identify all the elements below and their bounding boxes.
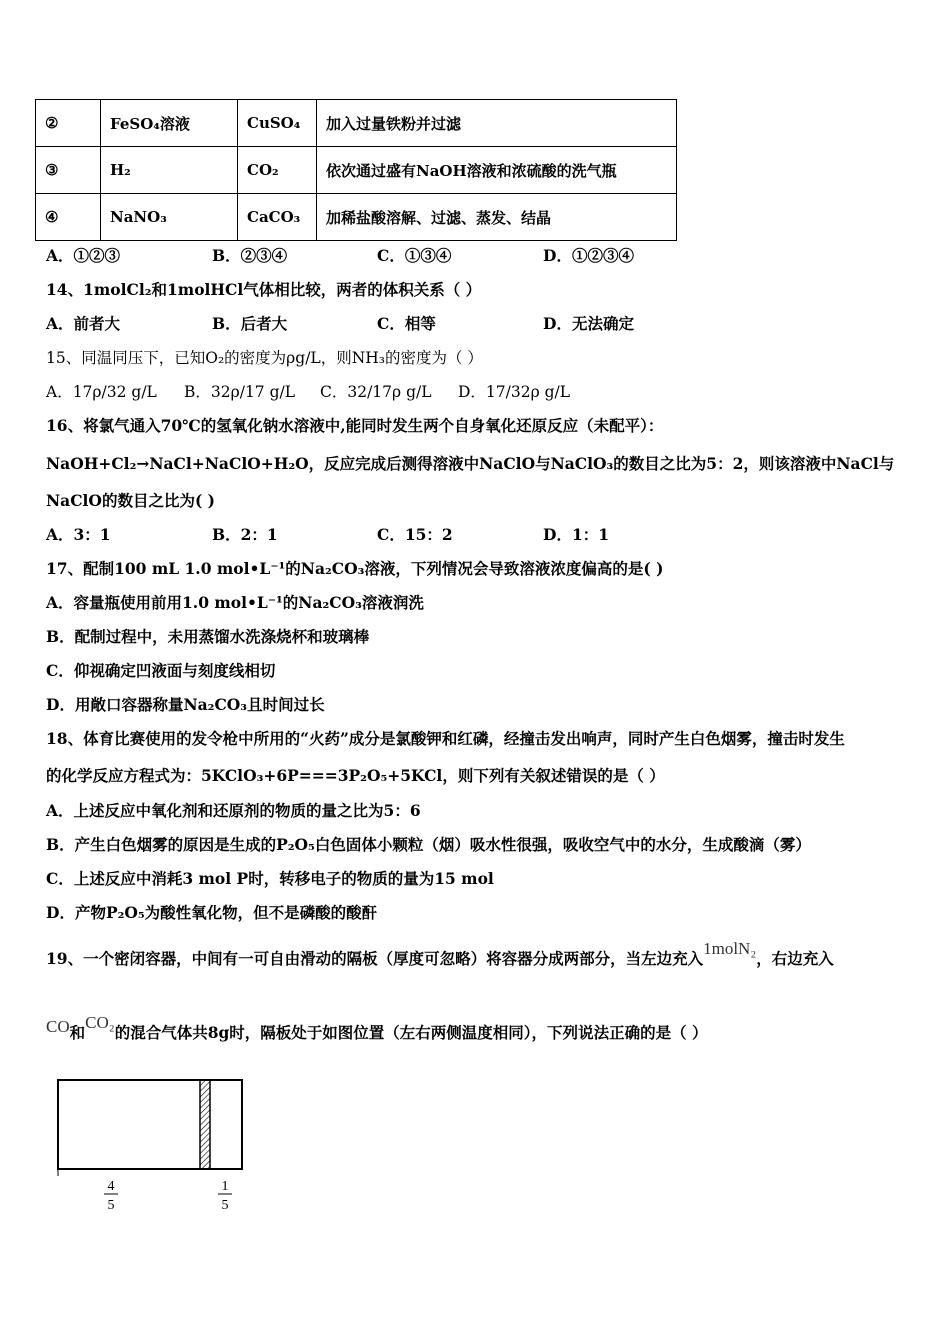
fraction-numerator: 4 <box>107 1179 115 1194</box>
fraction-numerator: 1 <box>221 1179 229 1194</box>
impurity-cell: CuSO₄ <box>238 100 317 147</box>
option-b: B．32ρ/17 g/L <box>184 383 296 401</box>
question-text-continued: ，右边充入 <box>756 949 834 968</box>
option-d: D．17/32ρ g/L <box>458 383 571 401</box>
option-c: C．相等 <box>377 314 436 333</box>
option-a: A．3：1 <box>46 525 111 544</box>
question-number: 15、 <box>46 349 82 367</box>
option-b: B．2：1 <box>212 525 278 544</box>
option-b: B．②③④ <box>212 246 288 265</box>
q18-stem-line2: 的化学反应方程式为：5KClO₃+6P===3P₂O₅+5KCl，则下列有关叙述错误的是（ ） <box>46 766 665 785</box>
impurity-cell: CaCO₃ <box>238 194 317 241</box>
q14-stem <box>46 280 481 300</box>
option-a: A．17ρ/32 g/L <box>46 383 157 401</box>
row-number: ② <box>36 100 101 147</box>
substance-cell: H₂ <box>101 147 238 194</box>
row-number: ④ <box>36 194 101 241</box>
option-a: A．①②③ <box>46 246 121 265</box>
table-row <box>36 194 677 241</box>
question-number: 16、 <box>46 416 84 435</box>
sliding-partition <box>200 1080 210 1169</box>
substance-cell: FeSO₄溶液 <box>101 100 238 147</box>
formula-co2: CO₂ <box>85 1013 115 1032</box>
q18-option-b: B．产生白色烟雾的原因是生成的P₂O₅白色固体小颗粒（烟）吸水性很强，吸收空气中的水分，生成酸滴（雾） <box>46 835 811 854</box>
q17-option-b: B．配制过程中，未用蒸馏水洗涤烧杯和玻璃棒 <box>46 627 370 646</box>
table-row <box>36 147 677 194</box>
impurity-cell: CO₂ <box>238 147 317 194</box>
row-number: ③ <box>36 147 101 194</box>
q18-stem-line1 <box>46 729 845 749</box>
q18-option-d: D．产物P₂O₅为酸性氧化物，但不是磷酸的酸酐 <box>46 903 378 922</box>
q17-stem <box>46 559 663 579</box>
q15-stem <box>46 348 483 368</box>
question-text: 配制100 mL 1.0 mol•L⁻¹的Na₂CO₃溶液，下列情况会导致溶液浓度偏高的是( ) <box>83 559 664 578</box>
formula-n2: 1molN₂ <box>703 939 757 958</box>
container-outline <box>58 1080 242 1169</box>
conjunction: 和 <box>69 1023 86 1042</box>
q16-stem-line1 <box>46 416 663 436</box>
purification-table <box>35 99 677 241</box>
question-text: 一个密闭容器，中间有一可自由滑动的隔板（厚度可忽略）将容器分成两部分，当左边充入 <box>83 949 704 968</box>
substance-cell: NaNO₃ <box>101 194 238 241</box>
question-number: 18、 <box>46 729 84 748</box>
q17-option-a: A．容量瓶使用前用1.0 mol•L⁻¹的Na₂CO₃溶液润洗 <box>46 593 424 612</box>
question-text: 1molCl₂和1molHCl气体相比较，两者的体积关系（ ） <box>83 280 482 299</box>
container-diagram <box>40 1070 260 1220</box>
question-number: 19、 <box>46 949 84 968</box>
q16-stem-line3: NaClO的数目之比为( ) <box>46 491 216 510</box>
table-row <box>36 100 677 147</box>
option-c: C．①③④ <box>377 246 452 265</box>
label-four-fifths <box>104 1179 118 1213</box>
formula-co: CO <box>46 1017 70 1036</box>
q19-stem-line2 <box>46 1013 708 1043</box>
method-cell: 依次通过盛有NaOH溶液和浓硫酸的洗气瓶 <box>317 147 677 194</box>
q18-option-c: C．上述反应中消耗3 mol P时，转移电子的物质的量为15 mol <box>46 869 494 888</box>
q18-option-a: A．上述反应中氧化剂和还原剂的物质的量之比为5：6 <box>46 801 421 820</box>
question-number: 17、 <box>46 559 84 578</box>
option-d: D．①②③④ <box>543 246 634 265</box>
question-text: 同温同压下，已知O₂的密度为ρg/L，则NH₃的密度为（ ） <box>81 349 483 367</box>
method-cell: 加稀盐酸溶解、过滤、蒸发、结晶 <box>317 194 677 241</box>
fraction-denominator: 5 <box>221 1198 229 1213</box>
question-text: 体育比赛使用的发令枪中所用的“火药”成分是氯酸钾和红磷，经撞击发出响声，同时产生白色烟雾，撞击时发生 <box>83 729 845 748</box>
question-text: 将氯气通入70℃的氢氧化钠水溶液中,能同时发生两个自身氧化还原反应（未配平）： <box>83 416 664 435</box>
option-c: C．32/17ρ g/L <box>320 383 432 401</box>
q16-stem-line2: NaOH+Cl₂→NaCl+NaClO+H₂O，反应完成后测得溶液中NaClO与NaClO₃的数目之比为5：2，则该溶液中NaCl与 <box>46 454 895 473</box>
option-b: B．后者大 <box>212 314 288 333</box>
q17-option-d: D．用敞口容器称量Na₂CO₃且时间过长 <box>46 695 325 714</box>
option-c: C．15：2 <box>377 525 453 544</box>
option-d: D．1：1 <box>543 525 610 544</box>
option-d: D．无法确定 <box>543 314 634 333</box>
fraction-denominator: 5 <box>107 1198 115 1213</box>
method-cell: 加入过量铁粉并过滤 <box>317 100 677 147</box>
question-text: 的混合气体共8g时，隔板处于如图位置（左右两侧温度相同），下列说法正确的是（ ） <box>114 1023 708 1042</box>
option-a: A．前者大 <box>46 314 121 333</box>
q17-option-c: C．仰视确定凹液面与刻度线相切 <box>46 661 276 680</box>
label-one-fifth <box>218 1179 232 1213</box>
q19-stem-line1 <box>46 939 834 969</box>
question-number: 14、 <box>46 280 84 299</box>
